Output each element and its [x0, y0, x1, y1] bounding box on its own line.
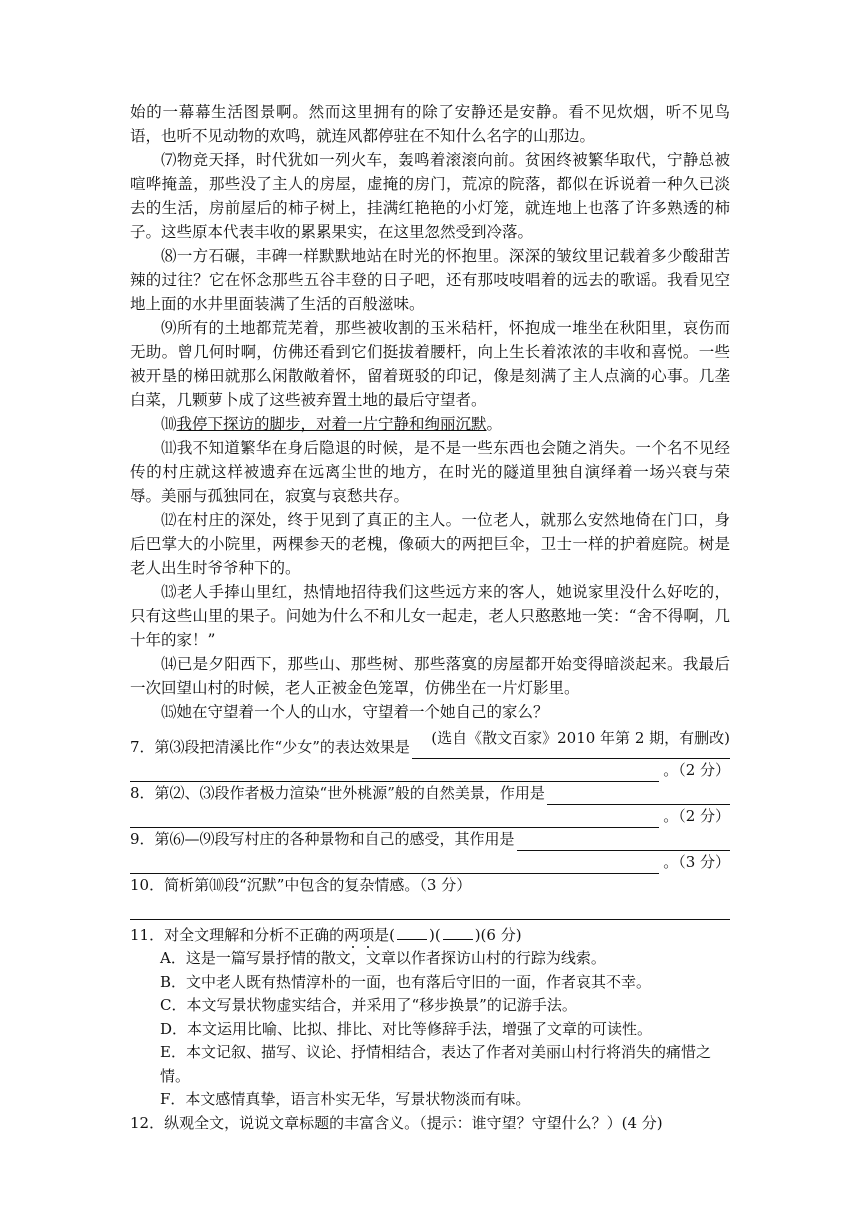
question-7-score: 。（2 分） — [663, 761, 730, 779]
question-8-answer-blank-2[interactable] — [130, 810, 659, 828]
paragraph-10-number: ⑽ — [161, 415, 177, 433]
paragraph-11: ⑾我不知道繁华在身后隐退的时候，是不是一些东西也会随之消失。一个名不见经传的村庄就这样被遗弃在远离尘世的地方，在时光的隧道里独自演绎着一场兴衰与荣辱。美丽与孤独同在，寂寞与哀愁共存。 — [130, 439, 730, 505]
question-11-blank-1[interactable] — [397, 922, 427, 940]
option-a: A．这是一篇写景抒情的散文，文章以作者探访山村的行踪为线索。 — [160, 949, 606, 967]
paragraph-14: ⒁已是夕阳西下，那些山、那些树、那些落寞的房屋都开始变得暗淡起来。我最后一次回望山村的时候，老人正被金色笼罩，仿佛坐在一片灯影里。 — [130, 655, 730, 697]
question-7-text: 7．第⑶段把清溪比作“少女”的表达效果是 — [130, 738, 410, 756]
paragraph-10-end: 。 — [486, 415, 503, 433]
paragraph-6-continued: 始的一幕幕生活图景啊。然而这里拥有的除了安静还是安静。看不见炊烟，听不见鸟语，也听不见动物的欢鸣，就连风都停驻在不知什么名字的山那边。 — [130, 103, 730, 145]
paragraph-15: ⒂她在守望着一个人的山水，守望着一个她自己的家么？ — [161, 703, 549, 721]
paragraph-12: ⑿在村庄的深处，终于见到了真正的主人。一位老人，就那么安然地倚在门口，身后巴掌大的小院里，两棵参天的老槐，像硕大的两把巨伞，卫士一样的护着庭院。树是老人出生时爷爷种下的。 — [130, 511, 730, 577]
paragraph-8: ⑻一方石碾，丰碑一样默默地站在时光的怀抱里。深深的皱纹里记载着多少酸甜苦辣的过往？它在怀念那些五谷丰登的日子吧，还有那吱吱唱着的远去的歌谣。我看见空地上面的水井里面装满了生活的百般滋味。 — [130, 247, 730, 313]
question-9-text: 9．第⑹—⑼段写村庄的各种景物和自己的感受，其作用是 — [130, 830, 515, 848]
paragraph-7: ⑺物竞天择，时代犹如一列火车，轰鸣着滚滚向前。贫困终被繁华取代，宁静总被喧哗掩盖，那些没了主人的房屋，虚掩的房门，荒凉的院落，都似在诉说着一种久已淡去的生活，房前屋后的柿子树上，挂满红艳艳的小灯笼，就连地上也落了许多熟透的柿子。这些原本代表丰收的累累果实，在这里忽然受到冷落。 — [130, 151, 730, 241]
paragraph-13: ⒀老人手捧山里红，热情地招待我们这些远方来的客人，她说家里没什么好吃的，只有这些山里的果子。问她为什么不和儿女一起走，老人只憨憨地一笑：“舍不得啊，几十年的家！” — [130, 583, 730, 649]
question-10-answer-line[interactable] — [130, 897, 730, 920]
question-11 — [130, 922, 730, 947]
option-d: D．本文运用比喻、比拟、排比、对比等修辞手法，增强了文章的可读性。 — [160, 1019, 653, 1038]
question-12-text: 12．纵观全文，说说文章标题的丰富含义。（提示：谁守望？守望什么？）(4 分) — [130, 1113, 663, 1132]
emphasis-xiang: 项 — [359, 926, 375, 944]
question-10-text: 10．简析第⑽段“沉默”中包含的复杂情感。（3 分） — [130, 876, 472, 894]
question-8-text: 8．第⑵、⑶段作者极力渲染“世外桃源”般的自然美景，作用是 — [130, 784, 545, 802]
option-e: E．本文记叙、描写、议论、抒情相结合，表达了作者对美丽山村行将消失的痛惜之情。 — [160, 1043, 711, 1085]
question-11-text: 11．对全文理解和分析不正确的两项是( )( )(6 分) — [130, 922, 522, 947]
option-f: F．本文感情真挚，语言朴实无华，写景状物淡而有味。 — [160, 1090, 531, 1108]
question-9-answer-blank[interactable] — [517, 833, 730, 851]
question-8-answer-blank[interactable] — [547, 787, 730, 805]
paragraph-10 — [130, 412, 730, 436]
question-8 — [130, 782, 730, 805]
emphasis-liang: 两 — [344, 926, 360, 944]
question-8-continued — [130, 805, 730, 828]
question-7-answer-blank-2[interactable] — [130, 764, 659, 782]
question-9-continued — [130, 851, 730, 874]
question-7-continued — [130, 759, 730, 782]
question-section — [130, 736, 730, 1135]
question-7 — [130, 736, 730, 759]
source-citation: (选自《散文百家》2010 年第 2 期，有删改) — [431, 729, 730, 747]
reading-passage — [130, 100, 730, 750]
question-9 — [130, 828, 730, 851]
question-12 — [130, 1112, 730, 1135]
option-b: B．文中老人既有热情淳朴的一面，也有落后守旧的一面，作者哀其不幸。 — [160, 972, 652, 991]
question-8-score: 。（2 分） — [663, 807, 730, 825]
paragraph-10-underlined: 我停下探访的脚步，对着一片宁静和绚丽沉默 — [176, 415, 487, 433]
question-9-score: 。（3 分） — [663, 853, 730, 871]
option-c: C．本文写景状物虚实结合，并采用了“移步换景”的记游手法。 — [160, 996, 577, 1014]
question-11-blank-2[interactable] — [443, 922, 473, 940]
question-7-answer-blank[interactable] — [412, 741, 730, 759]
question-10 — [130, 874, 730, 897]
paragraph-9: ⑼所有的土地都荒芜着，那些被收割的玉米秸杆，怀抱成一堆坐在秋阳里，哀伤而无助。曾几何时啊，仿佛还看到它们挺拔着腰杆，向上生长着浓浓的丰收和喜悦。一些被开垦的梯田就那么闲散敞着怀，留着斑驳的印记，像是刻满了主人点滴的心事。几垄白菜，几颗萝卜成了这些被弃置土地的最后守望者。 — [130, 319, 730, 409]
question-9-answer-blank-2[interactable] — [130, 856, 659, 874]
